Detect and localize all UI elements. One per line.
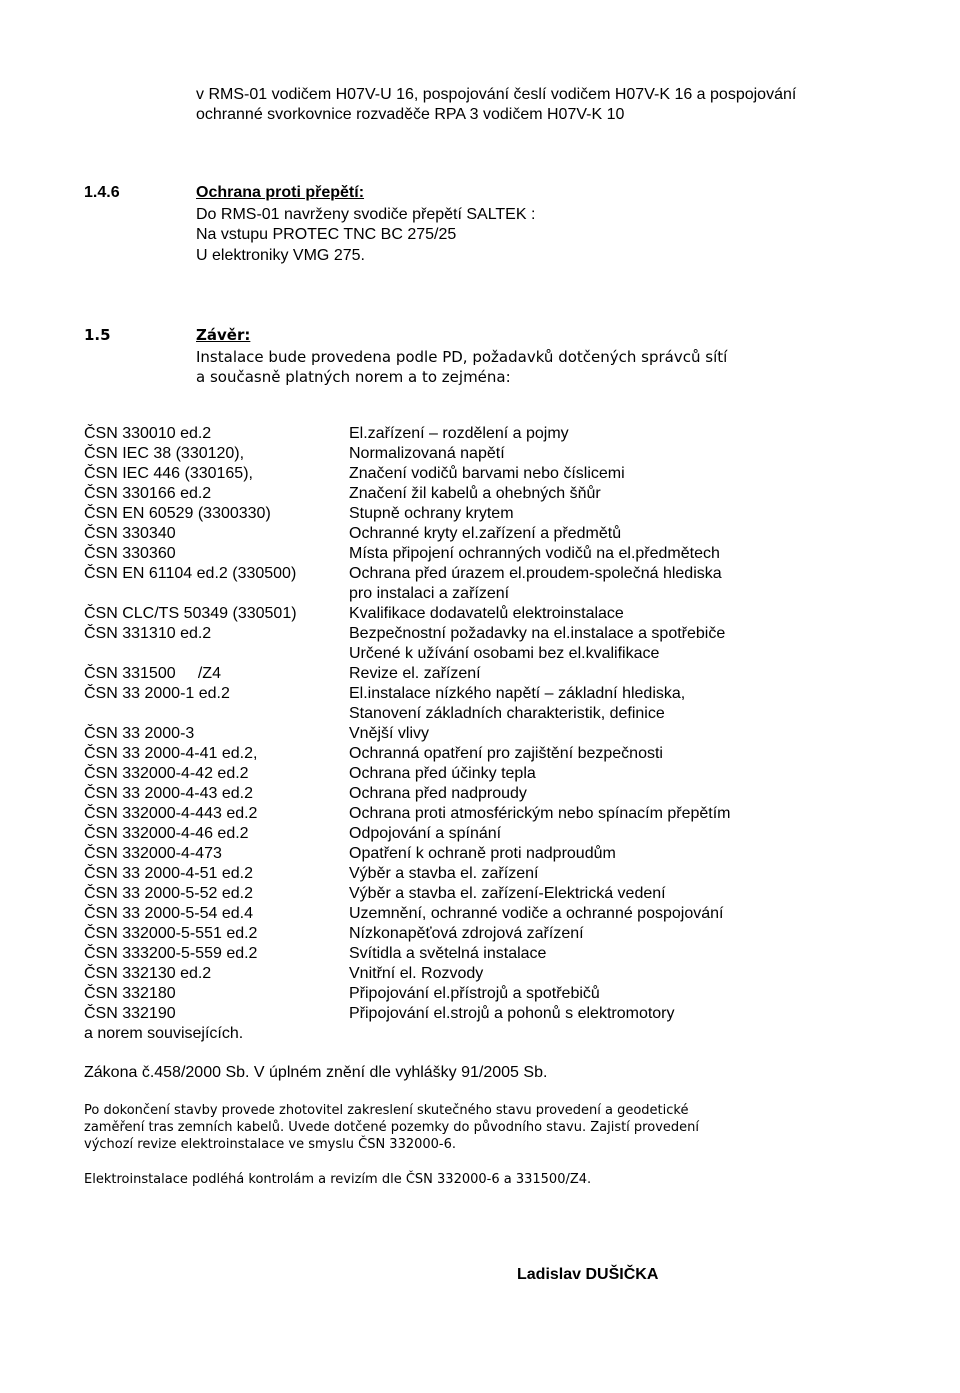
inspection-note: Elektroinstalace podléhá kontrolám a revizím dle ČSN 332000-6 a 331500/Z4. xyxy=(84,1172,592,1187)
standard-code: ČSN 332000-4-443 ed.2 xyxy=(84,805,258,822)
completion-note-line: zaměření tras zemních kabelů. Uvede dotčené pozemky do původního stavu. Zajistí provedení xyxy=(84,1120,699,1135)
section-146-line: Na vstupu PROTEC TNC BC 275/25 xyxy=(196,226,457,243)
standard-description: Značení vodičů barvami nebo číslicemi xyxy=(349,465,625,482)
standard-code: a norem souvisejících. xyxy=(84,1025,244,1042)
standard-code: ČSN 333200-5-559 ed.2 xyxy=(84,945,258,962)
standard-description: pro instalaci a zařízení xyxy=(349,585,510,602)
intro-line-2: ochranné svorkovnice rozvaděče RPA 3 vodičem H07V-K 10 xyxy=(196,106,625,123)
section-146-line: U elektroniky VMG 275. xyxy=(196,247,365,264)
standard-description: Ochrana před úrazem el.proudem-společná hlediska xyxy=(349,565,722,582)
standard-description: Výběr a stavba el. zařízení-Elektrická vedení xyxy=(349,885,666,902)
section-146-line: Do RMS-01 navrženy svodiče přepětí SALTEK : xyxy=(196,206,536,223)
standard-code: ČSN IEC 446 (330165), xyxy=(84,465,253,482)
standard-description: El.zařízení – rozdělení a pojmy xyxy=(349,425,569,442)
standard-code: ČSN 33 2000-3 xyxy=(84,725,195,742)
standard-description: Bezpečnostní požadavky na el.instalace a spotřebiče xyxy=(349,625,726,642)
standard-code: ČSN 33 2000-4-51 ed.2 xyxy=(84,865,253,882)
standard-code: ČSN IEC 38 (330120), xyxy=(84,445,245,462)
standard-code: ČSN 330010 ed.2 xyxy=(84,425,212,442)
standard-description: Připojování el.strojů a pohonů s elektromotory xyxy=(349,1005,675,1022)
section-146-number: 1.4.6 xyxy=(84,184,120,201)
section-15-line: Instalace bude provedena podle PD, požadavků dotčených správců sítí xyxy=(196,348,728,366)
completion-note-line: Po dokončení stavby provede zhotovitel zakreslení skutečného stavu provedení a geodetické xyxy=(84,1103,689,1118)
completion-note-line: výchozí revize elektroinstalace ve smyslu ČSN 332000-6. xyxy=(84,1137,457,1152)
standard-description: El.instalace nízkého napětí – základní hlediska, xyxy=(349,685,686,702)
standard-code: ČSN 330340 xyxy=(84,525,176,542)
standard-description: Stupně ochrany krytem xyxy=(349,505,514,522)
standard-code: ČSN 33 2000-4-41 ed.2, xyxy=(84,745,258,762)
standard-description: Svítidla a světelná instalace xyxy=(349,945,547,962)
standard-description: Značení žil kabelů a ohebných šňůr xyxy=(349,485,601,502)
standard-description: Vnější vlivy xyxy=(349,725,430,742)
section-15-line: a současně platných norem a to zejména: xyxy=(196,368,511,386)
standard-code: ČSN CLC/TS 50349 (330501) xyxy=(84,605,297,622)
standard-description: Místa připojení ochranných vodičů na el.předmětech xyxy=(349,545,720,562)
standard-description: Uzemnění, ochranné vodiče a ochranné pospojování xyxy=(349,905,724,922)
standard-description: Normalizovaná napětí xyxy=(349,445,505,462)
standard-description: Ochranné kryty el.zařízení a předmětů xyxy=(349,525,622,542)
standard-code: ČSN 33 2000-5-52 ed.2 xyxy=(84,885,253,902)
signature-name: Ladislav DUŠIČKA xyxy=(517,1266,659,1283)
section-15-title: Závěr: xyxy=(196,326,251,344)
standard-description: Vnitřní el. Rozvody xyxy=(349,965,484,982)
intro-line-1: v RMS-01 vodičem H07V-U 16, pospojování česlí vodičem H07V-K 16 a pospojování xyxy=(196,86,797,103)
standard-description: Ochranná opatření pro zajištění bezpečnosti xyxy=(349,745,663,762)
standard-code: ČSN 330360 xyxy=(84,545,176,562)
section-146-title: Ochrana proti přepětí: xyxy=(196,184,365,201)
standard-code: ČSN 331500 /Z4 xyxy=(84,665,221,682)
standard-code: ČSN 332130 ed.2 xyxy=(84,965,212,982)
standard-description: Nízkonapěťová zdrojová zařízení xyxy=(349,925,584,942)
standard-code: ČSN 332000-5-551 ed.2 xyxy=(84,925,258,942)
standard-code: ČSN 332000-4-473 xyxy=(84,845,222,862)
standard-description: Výběr a stavba el. zařízení xyxy=(349,865,539,882)
standard-description: Ochrana před nadproudy xyxy=(349,785,527,802)
standard-description: Určené k užívání osobami bez el.kvalifikace xyxy=(349,645,660,662)
standard-description: Odpojování a spínání xyxy=(349,825,502,842)
section-15-number: 1.5 xyxy=(84,326,111,344)
standard-description: Ochrana proti atmosférickým nebo spínacím přepětím xyxy=(349,805,731,822)
standard-code: ČSN 332000-4-46 ed.2 xyxy=(84,825,249,842)
standard-code: ČSN 330166 ed.2 xyxy=(84,485,212,502)
standard-code: ČSN 33 2000-1 ed.2 xyxy=(84,685,230,702)
standard-code: ČSN 332180 xyxy=(84,985,176,1002)
standard-description: Stanovení základních charakteristik, definice xyxy=(349,705,665,722)
standard-description: Ochrana před účinky tepla xyxy=(349,765,536,782)
standard-description: Revize el. zařízení xyxy=(349,665,481,682)
standard-description: Opatření k ochraně proti nadproudům xyxy=(349,845,616,862)
standard-description: Připojování el.přístrojů a spotřebičů xyxy=(349,985,600,1002)
standard-code: ČSN 33 2000-4-43 ed.2 xyxy=(84,785,253,802)
law-reference: Zákona č.458/2000 Sb. V úplném znění dle vyhlášky 91/2005 Sb. xyxy=(84,1064,548,1081)
standard-code: ČSN 332000-4-42 ed.2 xyxy=(84,765,249,782)
standard-code: ČSN 331310 ed.2 xyxy=(84,625,212,642)
standard-code: ČSN EN 60529 (3300330) xyxy=(84,505,271,522)
standard-description: Kvalifikace dodavatelů elektroinstalace xyxy=(349,605,624,622)
standard-code: ČSN 332190 xyxy=(84,1005,176,1022)
standard-code: ČSN 33 2000-5-54 ed.4 xyxy=(84,905,253,922)
standard-code: ČSN EN 61104 ed.2 (330500) xyxy=(84,565,297,582)
